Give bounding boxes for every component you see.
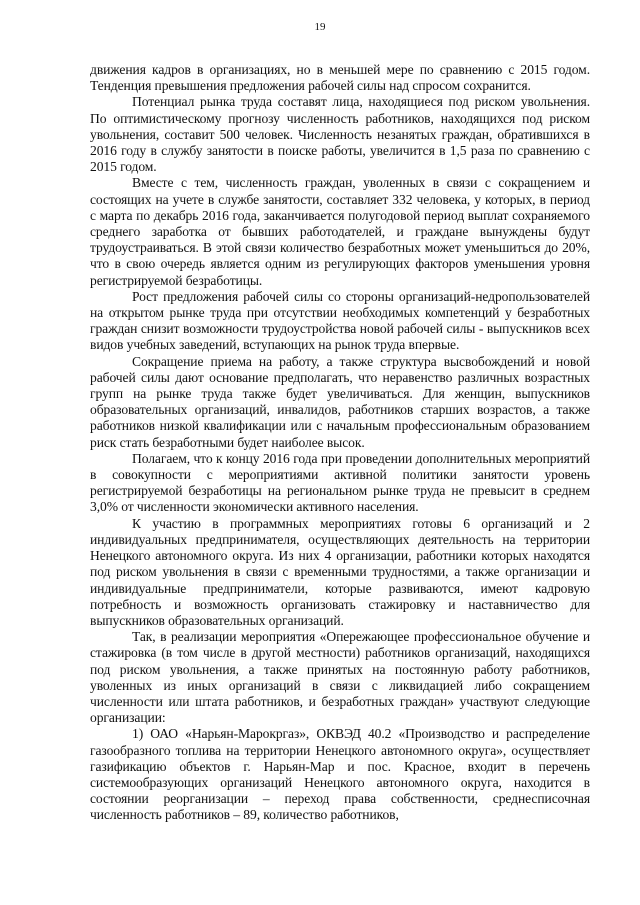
paragraph: Так, в реализации мероприятия «Опережающее профессиональное обучение и стажировка (в том числе в другой местности) работников организаций, находящихся под риском увольнения, а также принятых на постоянную работу работников, уволенных из иных организаций в связи с ликвидацией либо сокращением численности или штата работников, и безработных граждан» участвуют следующие организации: — [90, 629, 590, 726]
paragraph: Сокращение приема на работу, а также структура высвобождений и новой рабочей силы дают основание предполагать, что неравенство различных возрастных групп на рынке труда также будет увеличиваться. Для женщин, выпускников образовательных организаций, инвалидов, работников старших возрастов, а также работников низкой квалификации или с начальным профессиональным образованием риск стать безработными будет наиболее высок. — [90, 353, 590, 450]
paragraph: Полагаем, что к концу 2016 года при проведении дополнительных мероприятий в совокупности с мероприятиями активной политики занятости уровень регистрируемой безработицы на региональном рынке труда не превысит в среднем 3,0% от численности экономически активного населения. — [90, 450, 590, 515]
document-body — [90, 62, 590, 824]
paragraph: Потенциал рынка труда составят лица, находящиеся под риском увольнения. По оптимистическому прогнозу численность работников, находящихся под риском увольнения, составит 500 человек. Численность незанятых граждан, обратившихся в 2016 году в службу занятости в поиске работы, увеличится в 1,5 раза по сравнению с 2015 годом. — [90, 94, 590, 175]
paragraph: Рост предложения рабочей силы со стороны организаций-недропользователей на открытом рынке труда при отсутствии необходимых компетенций у безработных граждан снизит возможности трудоустройства новой рабочей силы - выпускников всех видов учебных заведений, вступающих на рынок труда впервые. — [90, 288, 590, 353]
paragraph: 1) ОАО «Нарьян-Марокргаз», ОКВЭД 40.2 «Производство и распределение газообразного топлива на территории Ненецкого автономного округа», осуществляет газификацию объектов г. Нарьян-Мар и пос. Красное, входит в перечень системообразующих организаций Ненецкого автономного округа, находится в состоянии реорганизации – переход права собственности, среднесписочная численность работников – 89, количество работников, — [90, 726, 590, 823]
paragraph: К участию в программных мероприятиях готовы 6 организаций и 2 индивидуальных предпринимателя, осуществляющих деятельность на территории Ненецкого автономного округа. Из них 4 организации, работники которых находятся под риском увольнения в связи с временными трудностями, а также организации и индивидуальные предприниматели, которые развиваются, имеют кадровую потребность и возможность организовать стажировку и наставничество для выпускников образовательных организаций. — [90, 515, 590, 628]
paragraph: движения кадров в организациях, но в меньшей мере по сравнению с 2015 годом. Тенденция превышения предложения рабочей силы над спросом сохранится. — [90, 62, 590, 94]
page-number: 19 — [314, 21, 326, 33]
paragraph: Вместе с тем, численность граждан, уволенных в связи с сокращением и состоящих на учете в службе занятости, составляет 332 человека, у которых, в период с марта по декабрь 2016 года, заканчивается полугодовой период выплат сохраняемого среднего заработка от бывших работодателей, и граждане вынуждены будут трудоустраиваться. В этой связи количество безработных может уменьшиться до 20%, что в свою очередь является одним из регулирующих факторов уменьшения уровня регистрируемой безработицы. — [90, 175, 590, 288]
